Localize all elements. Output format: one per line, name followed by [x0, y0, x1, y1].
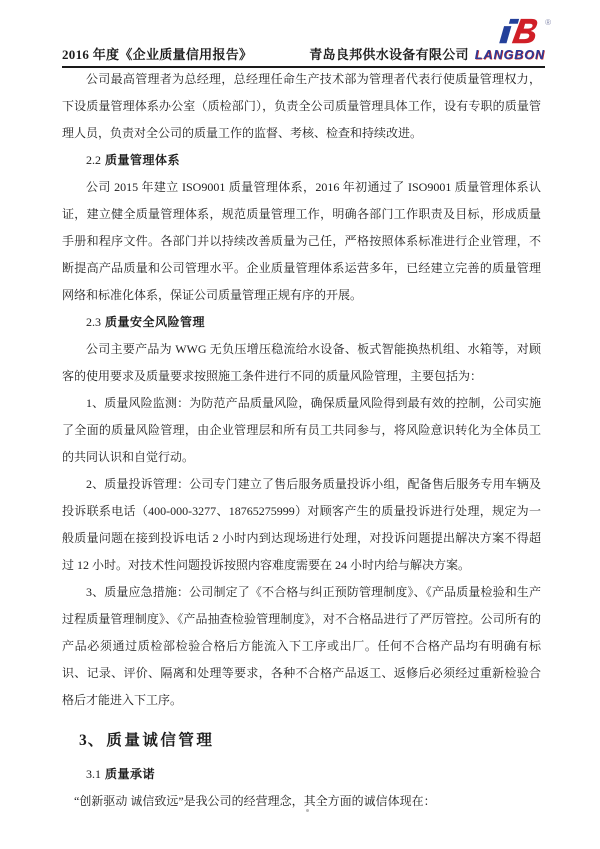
- heading-3-quality-integrity-management: [62, 726, 541, 756]
- heading-2-2-quality-management-system: [62, 147, 541, 174]
- paragraph-quality-management-authority: 公司最高管理者为总经理，总经理任命生产技术部为管理者代表行使质量管理权力，下设质量管理体系办公室（质检部门），负责全公司质量管理具体工作，设有专职的质量管理人员，负责对全公司的质量工作的监督、考核、检查和持续改进。: [62, 72, 541, 140]
- langbon-logo-icon: [489, 16, 541, 46]
- heading-title: 质量承诺: [105, 767, 156, 781]
- heading-2-3-quality-safety-risk: [62, 309, 541, 336]
- heading-number: 2.3: [86, 315, 101, 329]
- paragraph-risk-monitoring: 1、质量风险监测：为防范产品质量风险，确保质量风险得到最有效的控制，公司实施了全面的质量风险管理，由企业管理层和所有员工共同参与，将风险意识转化为全体员工的共同认识和自觉行动。: [62, 396, 541, 464]
- registered-trademark-icon: ®: [545, 18, 551, 27]
- page-header: [62, 44, 545, 68]
- heading-number: 3.1: [86, 767, 101, 781]
- heading-title: 质量管理体系: [105, 153, 181, 167]
- logo-wordmark: LANGBON: [474, 48, 545, 62]
- company-name: 青岛良邦供水设备有限公司: [309, 47, 469, 62]
- scan-artifact-dot: [306, 809, 309, 812]
- paragraph-business-philosophy: “创新驱动 诚信致远”是我公司的经营理念，其全方面的诚信体现在：: [74, 794, 436, 808]
- paragraph-iso9001-certification: 公司 2015 年建立 ISO9001 质量管理体系，2016 年初通过了 ISO9001 质量管理体系认证，建立健全质量管理体系，规范质量管理工作，明确各部门工作职责及目标，形成质量手册和程序文件。各部门并以持续改善质量为己任，严格按照体系标准进行企业管理，不断提高产品质量和公司管理水平。企业质量管理体系运营多年，已经建立完善的质量管理网络和标准化体系，保证公司质量管理正规有序的开展。: [62, 180, 541, 302]
- report-title: 2016 年度《企业质量信用报告》: [62, 47, 253, 62]
- heading-3-1-quality-commitment: [62, 761, 541, 788]
- heading-title: 质量诚信管理: [106, 732, 215, 749]
- document-body: [62, 66, 541, 815]
- heading-number: 2.2: [86, 153, 101, 167]
- paragraph-emergency-measures: 3、质量应急措施：公司制定了《不合格与纠正预防管理制度》、《产品质量检验和生产过程质量管理制度》、《产品抽查检验管理制度》，对不合格品进行了严厉管控。公司所有的产品必须通过质检部检验合格后方能流入下工序或出厂。任何不合格产品均有明确有标识、记录、评价、隔离和处理等要求，各种不合格产品返工、返修后必须经过重新检验合格后才能进入下工序。: [62, 585, 541, 707]
- paragraph-complaint-management: 2、质量投诉管理：公司专门建立了售后服务质量投诉小组，配备售后服务专用车辆及投诉联系电话（400-000-3277、18765275999）对顾客产生的质量投诉进行处理，规定为一般质量问题在接到投诉电话 2 小时内到达现场进行处理，对投诉问题提出解决方案不得超过 12 小时。对技术性问题投诉按照内容难度需要在 24 小时内给与解决方案。: [62, 477, 541, 572]
- heading-number: 3、: [79, 732, 105, 749]
- paragraph-main-products: 公司主要产品为 WWG 无负压增压稳流给水设备、板式智能换热机组、水箱等，对顾客的使用要求及质量要求按照施工条件进行不同的质量风险管理，主要包括为：: [62, 342, 541, 383]
- header-right-group: [309, 44, 545, 63]
- heading-title: 质量安全风险管理: [105, 315, 206, 329]
